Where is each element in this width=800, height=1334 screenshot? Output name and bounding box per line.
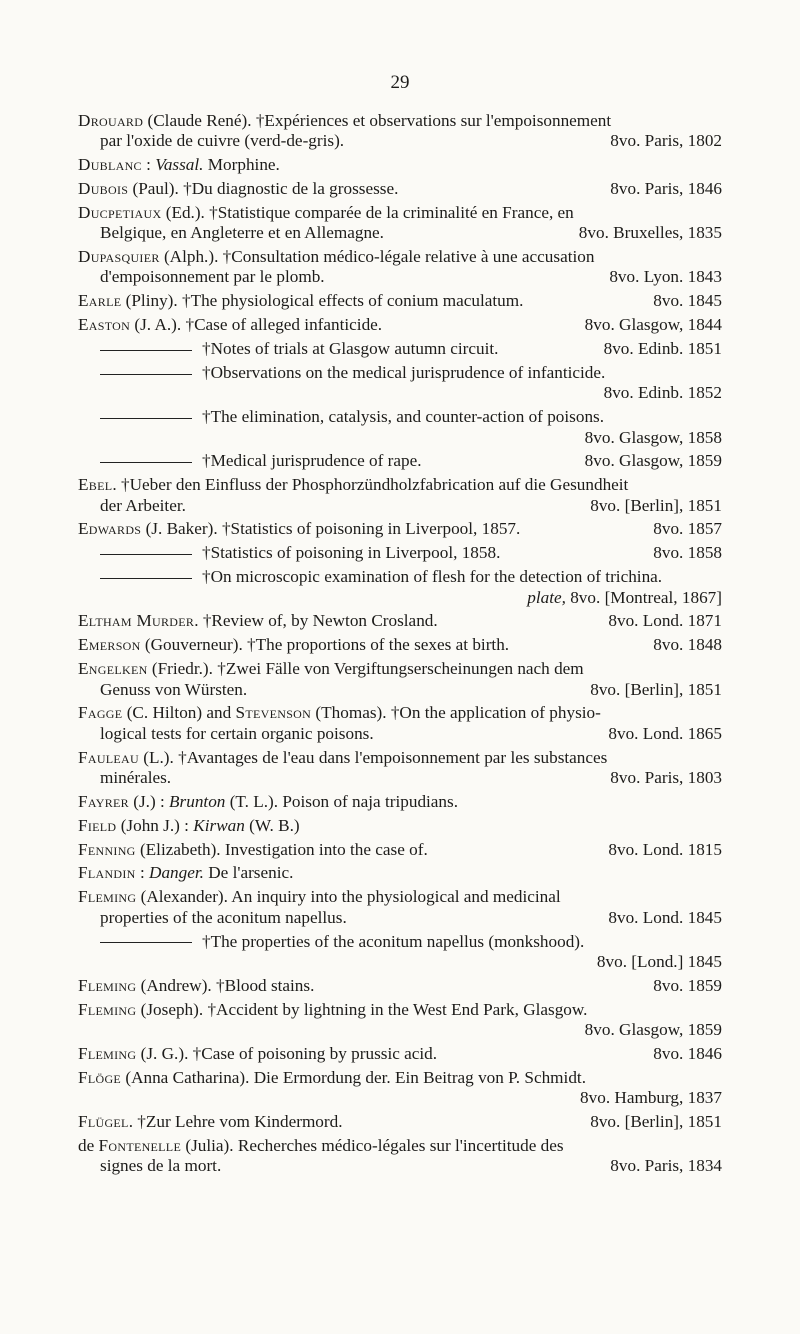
entry-text: 8vo. [Montreal, 1867] bbox=[565, 587, 722, 607]
entry-line bbox=[78, 519, 722, 539]
entry-title bbox=[100, 131, 344, 151]
entry-line bbox=[78, 976, 722, 996]
entry-text: . †Zur Lehre vom Kindermord. bbox=[128, 1111, 343, 1131]
bibliography-entry bbox=[78, 519, 722, 539]
ditto-dash bbox=[100, 418, 192, 419]
entry-line bbox=[78, 496, 722, 516]
bibliography-entry bbox=[78, 1112, 722, 1132]
author-name: Fleming bbox=[78, 999, 137, 1019]
entry-text: †Observations on the medical jurisprudence of infanticide. bbox=[202, 363, 606, 383]
entry-line bbox=[78, 748, 722, 768]
publication-info bbox=[517, 588, 722, 608]
entry-line bbox=[78, 1156, 722, 1176]
entry-text: . †Review of, by Newton Crosland. bbox=[194, 611, 438, 631]
bibliography-entry bbox=[78, 1136, 722, 1177]
entry-line bbox=[78, 428, 722, 448]
entry-line bbox=[78, 1088, 722, 1108]
entry-text: (Paul). †Du diagnostic de la grossesse. bbox=[128, 179, 399, 199]
entry-title bbox=[78, 1000, 587, 1020]
entry-text: †The elimination, catalysis, and counter-action of poisons. bbox=[202, 407, 605, 427]
publication-info: 8vo. Hamburg, 1837 bbox=[580, 1087, 722, 1107]
entry-line bbox=[78, 1068, 722, 1088]
entry-text: (Joseph). †Accident by lightning in the West End Park, Glasgow. bbox=[136, 999, 588, 1019]
entry-title bbox=[78, 1068, 586, 1088]
entry-text: †On microscopic examination of flesh for the detection of trichina. bbox=[202, 567, 663, 587]
entry-title bbox=[78, 363, 605, 383]
entry-text: (Andrew). †Blood stains. bbox=[136, 975, 315, 995]
publication-info: 8vo. Edinb. 1851 bbox=[603, 339, 722, 359]
bibliography-entry bbox=[78, 1000, 722, 1041]
ditto-dash bbox=[100, 374, 192, 375]
entry-line bbox=[78, 659, 722, 679]
ditto-dash bbox=[100, 554, 192, 555]
entry-text: (Gouverneur). †The proportions of the sexes at birth. bbox=[140, 635, 510, 655]
author-name: Eltham Murder bbox=[78, 611, 195, 631]
entry-title bbox=[78, 203, 574, 223]
entry-text: (L.). †Avantages de l'eau dans l'empoisonnement par les substances bbox=[138, 747, 608, 767]
entry-text: de bbox=[78, 1135, 99, 1155]
publication-info: 8vo. Glasgow, 1844 bbox=[584, 315, 722, 335]
bibliography-entry bbox=[78, 155, 722, 175]
entry-line bbox=[78, 588, 722, 608]
entry-title bbox=[78, 543, 500, 563]
entry-line bbox=[78, 1112, 722, 1132]
bibliography-entry bbox=[78, 611, 722, 631]
entry-title bbox=[78, 155, 280, 175]
author-name: Fleming bbox=[78, 1043, 137, 1063]
entry-line bbox=[78, 635, 722, 655]
entry-title bbox=[78, 1044, 437, 1064]
entry-text: logical tests for certain organic poisons. bbox=[100, 723, 374, 743]
publication-info: 8vo. Glasgow, 1858 bbox=[584, 427, 722, 447]
entry-text: properties of the aconitum napellus. bbox=[100, 907, 347, 927]
entry-text: . †Ueber den Einfluss der Phosphorzündholzfabrication auf die Gesundheit bbox=[112, 475, 629, 495]
author-name: Emerson bbox=[78, 635, 141, 655]
bibliography-entry bbox=[78, 179, 722, 199]
entry-line bbox=[78, 475, 722, 495]
entry-line bbox=[78, 543, 722, 563]
author-name: Fleming bbox=[78, 887, 137, 907]
ditto-dash bbox=[100, 942, 192, 943]
bibliography-entry bbox=[78, 1044, 722, 1064]
entry-text: Belgique, en Angleterre et en Allemagne. bbox=[100, 223, 384, 243]
bibliography-entry bbox=[78, 816, 722, 836]
entry-title bbox=[100, 267, 325, 287]
entry-text: †Statistics of poisoning in Liverpool, 1858. bbox=[202, 543, 501, 563]
publication-info: 8vo. [Berlin], 1851 bbox=[590, 679, 722, 699]
cross-reference: Brunton bbox=[169, 791, 226, 811]
entry-text: (Pliny). †The physiological effects of conium maculatum. bbox=[121, 291, 524, 311]
entry-title bbox=[78, 932, 584, 952]
entry-text: (Friedr.). †Zwei Fälle von Vergiftungserscheinungen nach dem bbox=[147, 659, 584, 679]
bibliography-entry bbox=[78, 291, 722, 311]
entry-text: (Claude René). †Expériences et observations sur l'empoisonnement bbox=[143, 111, 612, 130]
entry-line bbox=[78, 267, 722, 287]
bibliography-entry bbox=[78, 363, 722, 404]
bibliography-entry bbox=[78, 792, 722, 812]
publication-info: 8vo. Glasgow, 1859 bbox=[584, 451, 722, 471]
publication-info: 8vo. [Lond.] 1845 bbox=[596, 951, 722, 971]
bibliography-entry bbox=[78, 451, 722, 471]
entry-text: d'empoisonnement par le plomb. bbox=[100, 267, 325, 287]
entry-line bbox=[78, 363, 722, 383]
author-name: Easton bbox=[78, 315, 131, 335]
ditto-dash bbox=[100, 350, 192, 351]
entry-text: (J. G.). †Case of poisoning by prussic acid. bbox=[136, 1043, 438, 1063]
bibliography-entry bbox=[78, 748, 722, 789]
entry-title bbox=[78, 1136, 564, 1156]
entry-line bbox=[78, 451, 722, 471]
entry-title bbox=[78, 247, 594, 267]
entry-title bbox=[78, 1112, 343, 1132]
entry-line bbox=[78, 952, 722, 972]
entry-title bbox=[100, 1156, 221, 1176]
bibliography-entry bbox=[78, 111, 722, 152]
entry-text: (C. Hilton) and bbox=[122, 703, 236, 723]
author-name: Dupasquier bbox=[78, 247, 160, 267]
entry-title bbox=[78, 748, 607, 768]
author-name: Engelken bbox=[78, 659, 148, 679]
publication-info: 8vo. Lyon. 1843 bbox=[609, 267, 722, 287]
entry-line bbox=[78, 567, 722, 587]
entry-line bbox=[78, 155, 722, 175]
publication-info: 8vo. Lond. 1871 bbox=[608, 611, 722, 631]
entry-text: der Arbeiter. bbox=[100, 495, 186, 515]
author-name: Stevenson bbox=[235, 703, 312, 723]
publication-info: 8vo. 1859 bbox=[653, 975, 722, 995]
publication-info: 8vo. [Berlin], 1851 bbox=[590, 1111, 722, 1131]
entry-line bbox=[78, 887, 722, 907]
bibliography-entry bbox=[78, 543, 722, 563]
publication-info: 8vo. Lond. 1865 bbox=[608, 723, 722, 743]
bibliography-entry bbox=[78, 840, 722, 860]
entry-text: (Alph.). †Consultation médico-légale relative à une accusation bbox=[159, 247, 595, 267]
bibliography-entry bbox=[78, 475, 722, 516]
entry-title bbox=[78, 976, 314, 996]
entry-title bbox=[78, 315, 382, 335]
entry-title bbox=[78, 451, 422, 471]
entry-title bbox=[78, 703, 601, 723]
entry-text: †Notes of trials at Glasgow autumn circuit. bbox=[202, 339, 499, 359]
entry-title bbox=[78, 887, 561, 907]
entry-text: (J. A.). †Case of alleged infanticide. bbox=[130, 315, 383, 335]
entry-text: (W. B.) bbox=[244, 815, 300, 835]
ditto-dash bbox=[100, 462, 192, 463]
publication-info: 8vo. Lond. 1845 bbox=[608, 907, 722, 927]
entry-text: : bbox=[135, 863, 150, 883]
publication-info: 8vo. Paris, 1803 bbox=[610, 767, 722, 787]
author-name: Fauleau bbox=[78, 747, 139, 767]
bibliography-entry bbox=[78, 887, 722, 928]
entry-line bbox=[78, 1020, 722, 1040]
publication-info: 8vo. 1857 bbox=[653, 519, 722, 539]
entry-line bbox=[78, 1000, 722, 1020]
entry-line bbox=[78, 131, 722, 151]
cross-reference: Vassal. bbox=[155, 155, 204, 175]
author-name: Dubois bbox=[78, 179, 129, 199]
entry-title bbox=[100, 908, 347, 928]
entry-line bbox=[78, 768, 722, 788]
author-name: Ebel bbox=[78, 475, 113, 495]
author-name: Flandin bbox=[78, 863, 136, 883]
entry-text: (Julia). Recherches médico-légales sur l'incertitude des bbox=[181, 1135, 564, 1155]
entry-title bbox=[78, 863, 293, 883]
bibliography-entry bbox=[78, 635, 722, 655]
author-name: Fontenelle bbox=[98, 1135, 182, 1155]
cross-reference: Kirwan bbox=[193, 815, 245, 835]
entry-title bbox=[78, 792, 458, 812]
bibliography-entry bbox=[78, 567, 722, 608]
entry-text: Morphine. bbox=[203, 155, 280, 175]
entry-title bbox=[100, 680, 247, 700]
entry-text: signes de la mort. bbox=[100, 1156, 222, 1176]
entry-line bbox=[78, 792, 722, 812]
entry-text: De l'arsenic. bbox=[203, 863, 294, 883]
entry-line bbox=[78, 908, 722, 928]
publication-info: 8vo. 1845 bbox=[653, 291, 722, 311]
publication-info: 8vo. Bruxelles, 1835 bbox=[578, 223, 722, 243]
entry-text: (Alexander). An inquiry into the physiological and medicinal bbox=[136, 887, 561, 907]
cross-reference: plate, bbox=[527, 587, 566, 607]
bibliography-entry bbox=[78, 976, 722, 996]
entry-title bbox=[100, 223, 384, 243]
bibliography-entry bbox=[78, 203, 722, 244]
entry-line bbox=[78, 840, 722, 860]
entry-text: (Ed.). †Statistique comparée de la criminalité en France, en bbox=[161, 202, 574, 222]
entry-title bbox=[78, 840, 428, 860]
entry-text: minérales. bbox=[100, 767, 172, 787]
author-name: Drouard bbox=[78, 111, 144, 130]
bibliography-entry bbox=[78, 339, 722, 359]
entry-line bbox=[78, 724, 722, 744]
entry-line bbox=[78, 863, 722, 883]
entry-line bbox=[78, 291, 722, 311]
entry-title bbox=[78, 816, 300, 836]
entry-line bbox=[78, 179, 722, 199]
entry-title bbox=[78, 111, 611, 131]
bibliography-entry bbox=[78, 863, 722, 883]
publication-info: 8vo. Paris, 1802 bbox=[610, 131, 722, 151]
entry-line bbox=[78, 1044, 722, 1064]
entry-title bbox=[78, 291, 523, 311]
bibliography-entry bbox=[78, 407, 722, 448]
entry-text: †The properties of the aconitum napellus (monkshood). bbox=[202, 931, 585, 951]
author-name: Dublanc bbox=[78, 155, 142, 175]
entry-line bbox=[78, 315, 722, 335]
entry-text: (T. L.). Poison of naja tripudians. bbox=[225, 791, 459, 811]
entry-line bbox=[78, 223, 722, 243]
entry-title bbox=[100, 768, 171, 788]
publication-info: 8vo. Edinb. 1852 bbox=[603, 383, 722, 403]
cross-reference: Danger. bbox=[149, 863, 204, 883]
page-number: 29 bbox=[390, 72, 410, 93]
entry-title bbox=[100, 724, 374, 744]
entry-line bbox=[78, 932, 722, 952]
entry-text: Genuss von Würsten. bbox=[100, 679, 248, 699]
entry-text: : bbox=[141, 155, 156, 175]
publication-info: 8vo. [Berlin], 1851 bbox=[590, 495, 722, 515]
entry-text: (Elizabeth). Investigation into the case of. bbox=[135, 839, 428, 859]
entry-title bbox=[78, 339, 498, 359]
author-name: Fenning bbox=[78, 839, 136, 859]
entry-line bbox=[78, 680, 722, 700]
entry-title bbox=[78, 567, 662, 587]
entry-text: (J.) : bbox=[128, 791, 170, 811]
author-name: Earle bbox=[78, 291, 122, 311]
entry-title bbox=[78, 407, 604, 427]
publication-info: 8vo. Paris, 1846 bbox=[610, 179, 722, 199]
entry-text: (Anna Catharina). Die Ermordung der. Ein Beitrag von P. Schmidt. bbox=[121, 1067, 586, 1087]
publication-info: 8vo. 1848 bbox=[653, 635, 722, 655]
author-name: Field bbox=[78, 815, 117, 835]
entry-line bbox=[78, 383, 722, 403]
entry-title bbox=[78, 611, 438, 631]
bibliography-entry bbox=[78, 247, 722, 288]
publication-info: 8vo. 1858 bbox=[653, 543, 722, 563]
entry-text: †Medical jurisprudence of rape. bbox=[202, 451, 422, 471]
entry-text: (J. Baker). †Statistics of poisoning in Liverpool, 1857. bbox=[141, 519, 521, 539]
entry-title bbox=[78, 659, 584, 679]
publication-info: 8vo. 1846 bbox=[653, 1043, 722, 1063]
author-name: Fayrer bbox=[78, 791, 129, 811]
entry-line bbox=[78, 703, 722, 723]
entry-line bbox=[78, 1136, 722, 1156]
author-name: Ducpetiaux bbox=[78, 202, 162, 222]
publication-info: 8vo. Lond. 1815 bbox=[608, 839, 722, 859]
entry-title bbox=[100, 496, 186, 516]
entry-line bbox=[78, 816, 722, 836]
bibliography-entry bbox=[78, 659, 722, 700]
entry-title bbox=[78, 179, 398, 199]
entry-title bbox=[78, 475, 628, 495]
ditto-dash bbox=[100, 578, 192, 579]
entry-line bbox=[78, 407, 722, 427]
bibliography-entry bbox=[78, 315, 722, 335]
bibliography-list bbox=[78, 111, 722, 1180]
entry-title bbox=[78, 519, 520, 539]
entry-line bbox=[78, 339, 722, 359]
bibliography-entry bbox=[78, 932, 722, 973]
author-name: Edwards bbox=[78, 519, 142, 539]
author-name: Fleming bbox=[78, 975, 137, 995]
bibliography-entry bbox=[78, 703, 722, 744]
entry-line bbox=[78, 111, 722, 131]
entry-text: par l'oxide de cuivre (verd-de-gris). bbox=[100, 131, 345, 151]
bibliography-entry bbox=[78, 1068, 722, 1109]
entry-line bbox=[78, 611, 722, 631]
publication-info: 8vo. Paris, 1834 bbox=[610, 1156, 722, 1176]
author-name: Flügel bbox=[78, 1111, 129, 1131]
author-name: Flöge bbox=[78, 1067, 122, 1087]
entry-line bbox=[78, 203, 722, 223]
entry-line bbox=[78, 247, 722, 267]
entry-text: (John J.) : bbox=[116, 815, 194, 835]
author-name: Fagge bbox=[78, 703, 123, 723]
entry-title bbox=[78, 635, 509, 655]
entry-text: (Thomas). †On the application of physio- bbox=[311, 703, 601, 723]
publication-info: 8vo. Glasgow, 1859 bbox=[584, 1019, 722, 1039]
